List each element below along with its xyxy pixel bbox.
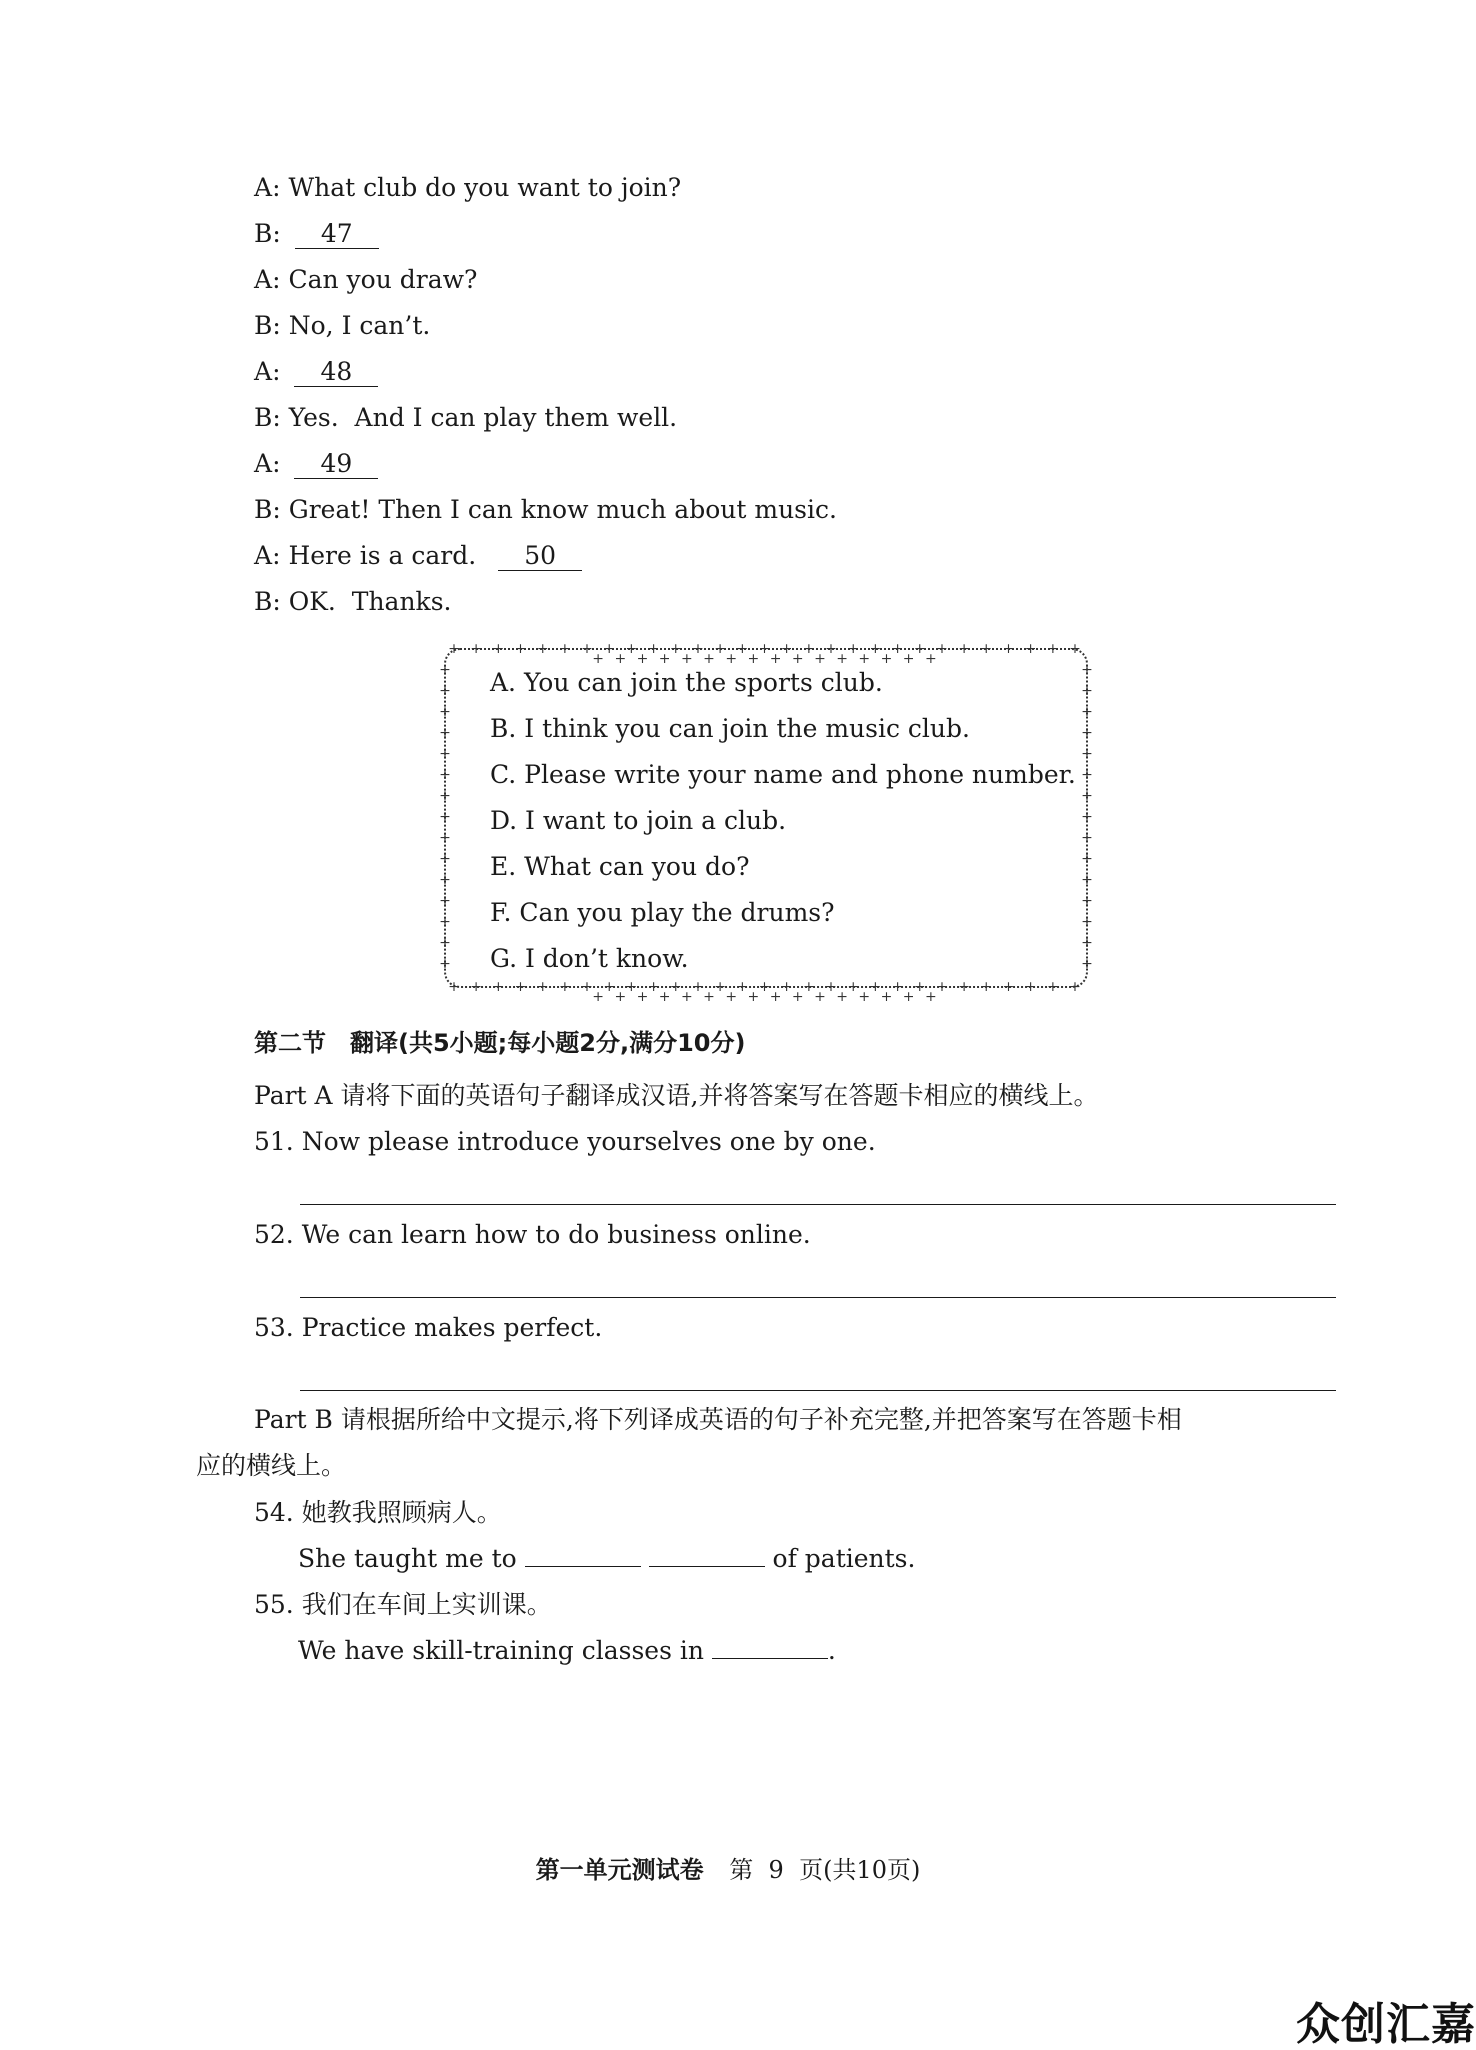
question-52: 52. We can learn how to do business online.: [254, 1220, 811, 1249]
footer-page: 第 9 页(共10页): [729, 1856, 921, 1884]
part-b-instruction: Part B 请根据所给中文提示,将下列译成英语的句子补充完整,并把答案写在答题卡相: [254, 1405, 1182, 1434]
footer-title: 第一单元测试卷: [535, 1856, 704, 1884]
speaker: B: [254, 403, 273, 432]
sentence-start: She taught me to: [298, 1544, 517, 1573]
speaker: B: [254, 311, 273, 340]
answer-line-52[interactable]: [300, 1297, 1336, 1298]
dialogue-line-3: A: Can you draw?: [254, 265, 478, 294]
answer-line-51[interactable]: [300, 1204, 1336, 1205]
dialogue-line-2: B: 47: [254, 217, 379, 251]
dialogue-line-5: A: 48: [254, 355, 378, 389]
question-53: 53. Practice makes perfect.: [254, 1313, 603, 1342]
border-decoration: + + + + + + + + + + + + + + +: [439, 662, 451, 972]
answer-gap-55[interactable]: [712, 1636, 828, 1659]
option-g: G. I don’t know.: [490, 944, 689, 973]
part-b-instruction-cont: 应的横线上。: [196, 1451, 347, 1480]
speaker: A: [254, 265, 273, 294]
option-f: F. Can you play the drums?: [490, 898, 835, 927]
dialogue-text: Here is a card.: [288, 541, 477, 570]
dialogue-text: Yes. And I can play them well.: [288, 403, 678, 432]
speaker: B: [254, 219, 273, 248]
answer-blank-50: 50: [498, 542, 582, 571]
speaker: A: [254, 541, 273, 570]
sentence-end: of patients.: [772, 1544, 916, 1573]
option-a: A. You can join the sports club.: [490, 668, 883, 697]
question-55-prompt: 55. 我们在车间上实训课。: [254, 1590, 552, 1619]
question-54-prompt: 54. 她教我照顾病人。: [254, 1498, 502, 1527]
dialogue-line-8: B: Great! Then I can know much about music.: [254, 495, 837, 524]
option-e: E. What can you do?: [490, 852, 750, 881]
sentence-end: .: [827, 1636, 836, 1665]
dialogue-line-9: A: Here is a card. 50: [254, 539, 582, 573]
option-d: D. I want to join a club.: [490, 806, 787, 835]
speaker: A: [254, 357, 273, 386]
speaker: A: [254, 173, 273, 202]
question-55-sentence: [298, 1634, 836, 1668]
answer-blank-48: 48: [294, 358, 378, 387]
dialogue-line-4: B: No, I can’t.: [254, 311, 431, 340]
border-decoration: + + + + + + + + + + + + + + + + + + + + + + + + + + + + + + + + + + + + + + + + + + + + +: [448, 641, 1084, 667]
speaker: B: [254, 495, 273, 524]
question-51: 51. Now please introduce yourselves one by one.: [254, 1127, 876, 1156]
dialogue-line-10: B: OK. Thanks.: [254, 587, 452, 616]
option-b: B. I think you can join the music club.: [490, 714, 970, 743]
section-heading: 第二节 翻译(共5小题;每小题2分,满分10分): [254, 1029, 746, 1057]
option-c: C. Please write your name and phone number.: [490, 760, 1076, 789]
sentence-start: We have skill-training classes in: [298, 1636, 704, 1665]
dialogue-text: Can you draw?: [288, 265, 478, 294]
border-decoration: + + + + + + + + + + + + + + + + + + + + + + + + + + + + + + + + + + + + + + + + + + + + +: [448, 979, 1084, 1005]
dialogue-text: OK. Thanks.: [288, 587, 452, 616]
border-decoration: + + + + + + + + + + + + + + +: [1081, 662, 1093, 972]
speaker: A: [254, 449, 273, 478]
page-footer: [0, 1854, 1456, 1886]
speaker: B: [254, 587, 273, 616]
watermark-logo: 众创汇嘉: [1296, 1999, 1476, 2050]
answer-blank-47: 47: [295, 220, 379, 249]
options-box: [439, 641, 1093, 1005]
dialogue-line-7: A: 49: [254, 447, 378, 481]
answer-gap-54-2[interactable]: [649, 1544, 765, 1567]
answer-gap-54-1[interactable]: [525, 1544, 641, 1567]
dialogue-text: What club do you want to join?: [288, 173, 682, 202]
dialogue-line-1: A: What club do you want to join?: [254, 173, 682, 202]
answer-blank-49: 49: [294, 450, 378, 479]
dialogue-text: Great! Then I can know much about music.: [288, 495, 837, 524]
answer-line-53[interactable]: [300, 1390, 1336, 1391]
question-54-sentence: [298, 1542, 915, 1576]
dialogue-text: No, I can’t.: [288, 311, 431, 340]
part-a-instruction: Part A 请将下面的英语句子翻译成汉语,并将答案写在答题卡相应的横线上。: [254, 1081, 1099, 1110]
dialogue-line-6: B: Yes. And I can play them well.: [254, 403, 678, 432]
